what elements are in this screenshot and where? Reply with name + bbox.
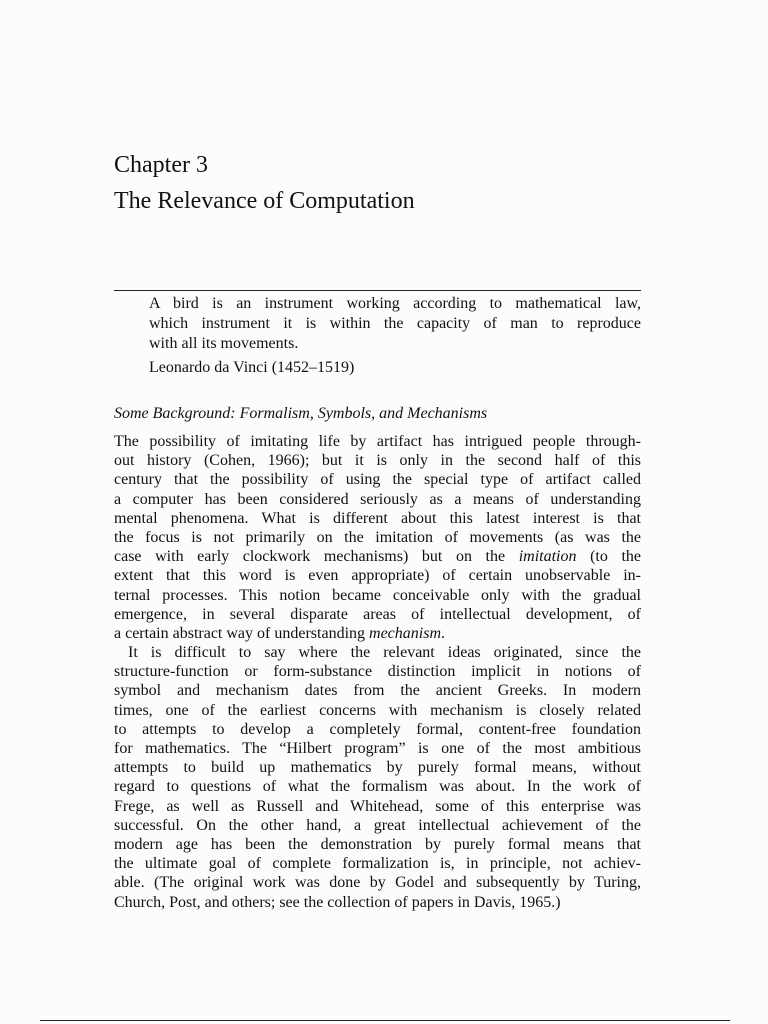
line-text: modern age has been the demonstration by purely formal means that bbox=[114, 835, 641, 853]
emphasized-term: imitation bbox=[518, 548, 577, 566]
epigraph-line: with all its movements. bbox=[149, 335, 299, 352]
body-text bbox=[114, 432, 641, 912]
epigraph bbox=[149, 294, 641, 354]
line-text: to attempts to develop a completely formal, content-free foundation bbox=[114, 720, 641, 738]
line-text: emergence, in several disparate areas of intellectual development, of bbox=[114, 605, 641, 623]
chapter-label: Chapter 3 bbox=[114, 152, 208, 178]
line-text: symbol and mechanism dates from the ancient Greeks. In modern bbox=[114, 682, 641, 700]
body-line bbox=[114, 662, 641, 681]
body-line bbox=[114, 643, 641, 662]
epigraph-attribution: Leonardo da Vinci (1452–1519) bbox=[149, 359, 355, 376]
chapter-title: The Relevance of Computation bbox=[114, 188, 415, 214]
section-heading: Some Background: Formalism, Symbols, and Mechanisms bbox=[114, 405, 488, 422]
line-text: case with early clockwork mechanisms) but on the bbox=[114, 548, 519, 566]
body-line bbox=[114, 490, 641, 509]
epigraph-divider bbox=[114, 290, 641, 291]
body-line bbox=[114, 470, 641, 489]
line-text: ternal processes. This notion became conceivable only with the gradual bbox=[114, 586, 641, 604]
line-text: out history (Cohen, 1966); but it is only in the second half of this bbox=[114, 452, 641, 470]
line-text: Frege, as well as Russell and Whitehead, some of this enterprise was bbox=[114, 797, 641, 815]
body-line bbox=[114, 739, 641, 758]
line-text: a computer has been considered seriously as a means of understanding bbox=[114, 490, 641, 508]
line-text: attempts to build up mathematics by purely formal means, without bbox=[114, 759, 641, 777]
body-line bbox=[114, 854, 641, 873]
line-text: times, one of the earliest concerns with mechanism is closely related bbox=[114, 701, 641, 719]
body-line bbox=[114, 893, 641, 912]
emphasized-term: mechanism bbox=[369, 624, 441, 642]
epigraph-line: which instrument it is within the capacity of man to reproduce bbox=[149, 315, 641, 332]
body-line bbox=[114, 797, 641, 816]
epigraph-line: A bird is an instrument working according to mathematical law, bbox=[149, 295, 641, 312]
body-line bbox=[114, 873, 641, 892]
line-text: able. (The original work was done by Godel and subsequently by Turing, bbox=[114, 874, 641, 892]
line-text: century that the possibility of using the special type of artifact called bbox=[114, 471, 641, 489]
line-text: mental phenomena. What is different about this latest interest is that bbox=[114, 509, 641, 527]
line-text: It is difficult to say where the relevant ideas originated, since the bbox=[128, 644, 641, 662]
body-line bbox=[114, 451, 641, 470]
body-line bbox=[114, 528, 641, 547]
body-line bbox=[114, 624, 641, 643]
line-text: (to the bbox=[576, 548, 641, 566]
line-text: the ultimate goal of complete formalization is, in principle, not achiev- bbox=[114, 855, 641, 873]
body-line bbox=[114, 605, 641, 624]
line-text: The possibility of imitating life by artifact has intrigued people through- bbox=[114, 433, 641, 450]
body-line bbox=[114, 777, 641, 796]
page-bottom-divider bbox=[40, 1020, 730, 1021]
line-text: regard to questions of what the formalism was about. In the work of bbox=[114, 778, 641, 796]
body-line bbox=[114, 509, 641, 528]
body-line bbox=[114, 586, 641, 605]
body-line bbox=[114, 701, 641, 720]
body-line bbox=[114, 720, 641, 739]
line-text: the focus is not primarily on the imitation of movements (as was the bbox=[114, 528, 641, 546]
body-line bbox=[114, 835, 641, 854]
body-line bbox=[114, 566, 641, 585]
line-text: . bbox=[441, 624, 445, 642]
line-text: structure-function or form-substance distinction implicit in notions of bbox=[114, 663, 641, 681]
line-text: Church, Post, and others; see the collection of papers in Davis, 1965.) bbox=[114, 893, 561, 911]
body-line bbox=[114, 432, 641, 451]
line-text: extent that this word is even appropriate) of certain unobservable in- bbox=[114, 567, 641, 585]
body-line bbox=[114, 816, 641, 835]
line-text: for mathematics. The “Hilbert program” is one of the most ambitious bbox=[114, 740, 641, 757]
line-text: a certain abstract way of understanding bbox=[114, 624, 370, 642]
body-line bbox=[114, 547, 641, 566]
body-line bbox=[114, 681, 641, 700]
body-line bbox=[114, 758, 641, 777]
line-text: successful. On the other hand, a great intellectual achievement of the bbox=[114, 816, 641, 834]
